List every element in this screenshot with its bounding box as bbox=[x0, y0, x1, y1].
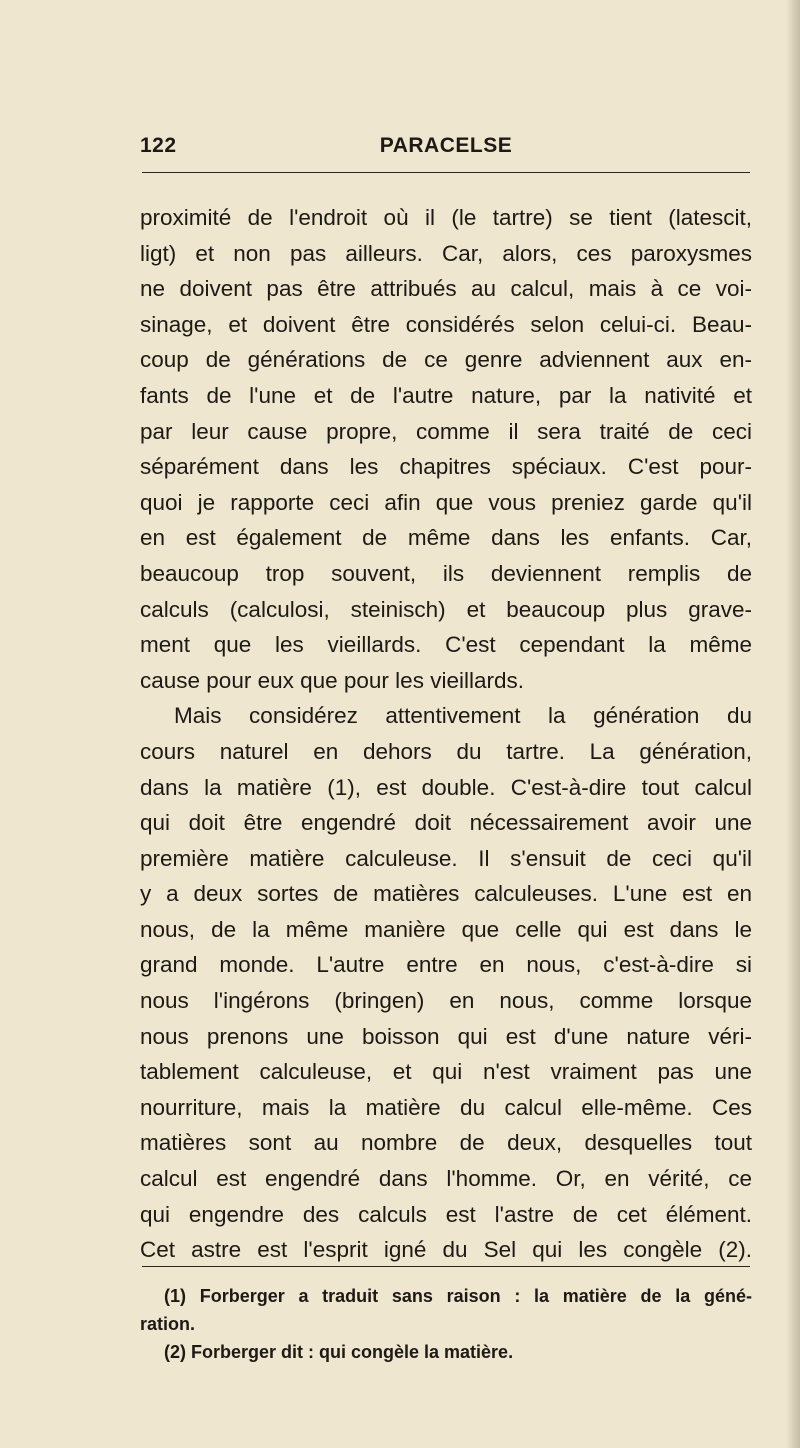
text-line: coup de générations de ce genre adviennent aux en- bbox=[140, 347, 752, 373]
footnote-rule bbox=[142, 1266, 750, 1267]
text-line: ment que les vieillards. C'est cependant la même bbox=[140, 632, 752, 658]
text-line: cause pour eux que pour les vieillards. bbox=[140, 667, 524, 693]
text-line: proximité de l'endroit où il (le tartre) se tient (latescit, bbox=[140, 205, 752, 230]
footnote-2: (2) Forberger dit : qui congèle la matière. bbox=[164, 1342, 514, 1362]
text-line: qui doit être engendré doit nécessairement avoir une bbox=[140, 810, 752, 836]
running-head: PARACELSE bbox=[379, 134, 513, 157]
text-line: matières sont au nombre de deux, desquelles tout bbox=[140, 1130, 752, 1156]
text-line: quoi je rapporte ceci afin que vous preniez garde qu'il bbox=[140, 489, 752, 515]
text-line: calcul est engendré dans l'homme. Or, en vérité, ce bbox=[140, 1166, 752, 1192]
text-line: calculs (calculosi, steinisch) et beaucoup plus grave- bbox=[140, 596, 752, 622]
text-line: ligt) et non pas ailleurs. Car, alors, ces paroxysmes bbox=[140, 240, 752, 266]
text-line: en est également de même dans les enfants. Car, bbox=[140, 525, 752, 551]
text-line: cours naturel en dehors du tartre. La génération, bbox=[140, 738, 752, 764]
footnotes bbox=[140, 1282, 752, 1366]
text-line: nourriture, mais la matière du calcul elle-même. Ces bbox=[140, 1094, 752, 1120]
text-line: par leur cause propre, comme il sera traité de ceci bbox=[140, 418, 752, 444]
page-number: 122 bbox=[140, 134, 177, 157]
text-line: nous prenons une boisson qui est d'une nature véri- bbox=[140, 1023, 752, 1049]
text-line: dans la matière (1), est double. C'est-à-dire tout calcul bbox=[140, 774, 752, 800]
footnote-1-continued: ration. bbox=[140, 1314, 196, 1334]
text-line: Mais considérez attentivement la génération du bbox=[174, 703, 752, 729]
page-header bbox=[140, 134, 752, 164]
body-text bbox=[140, 200, 752, 1268]
text-line: fants de l'une et de l'autre nature, par la nativité et bbox=[140, 382, 752, 408]
text-line: nous, de la même manière que celle qui est dans le bbox=[140, 916, 752, 942]
text-line: séparément dans les chapitres spéciaux. C'est pour- bbox=[140, 454, 752, 480]
text-line: nous l'ingérons (bringen) en nous, comme lorsque bbox=[140, 988, 752, 1014]
page-edge-shadow bbox=[786, 0, 800, 1448]
text-line: ne doivent pas être attribués au calcul, mais à ce voi- bbox=[140, 276, 752, 302]
text-line: tablement calculeuse, et qui n'est vraiment pas une bbox=[140, 1059, 752, 1085]
text-line: première matière calculeuse. Il s'ensuit de ceci qu'il bbox=[140, 845, 752, 871]
footnote-1: (1) Forberger a traduit sans raison : la matière de la géné- bbox=[164, 1286, 752, 1306]
text-line: grand monde. L'autre entre en nous, c'est-à-dire si bbox=[140, 952, 752, 978]
text-line: qui engendre des calculs est l'astre de cet élément. bbox=[140, 1201, 752, 1227]
text-line: sinage, et doivent être considérés selon celui-ci. Beau- bbox=[140, 311, 752, 337]
text-line: y a deux sortes de matières calculeuses. L'une est en bbox=[140, 881, 752, 907]
text-line: beaucoup trop souvent, ils deviennent remplis de bbox=[140, 560, 752, 586]
text-line: Cet astre est l'esprit igné du Sel qui les congèle (2). bbox=[140, 1237, 752, 1263]
header-rule bbox=[142, 172, 750, 173]
